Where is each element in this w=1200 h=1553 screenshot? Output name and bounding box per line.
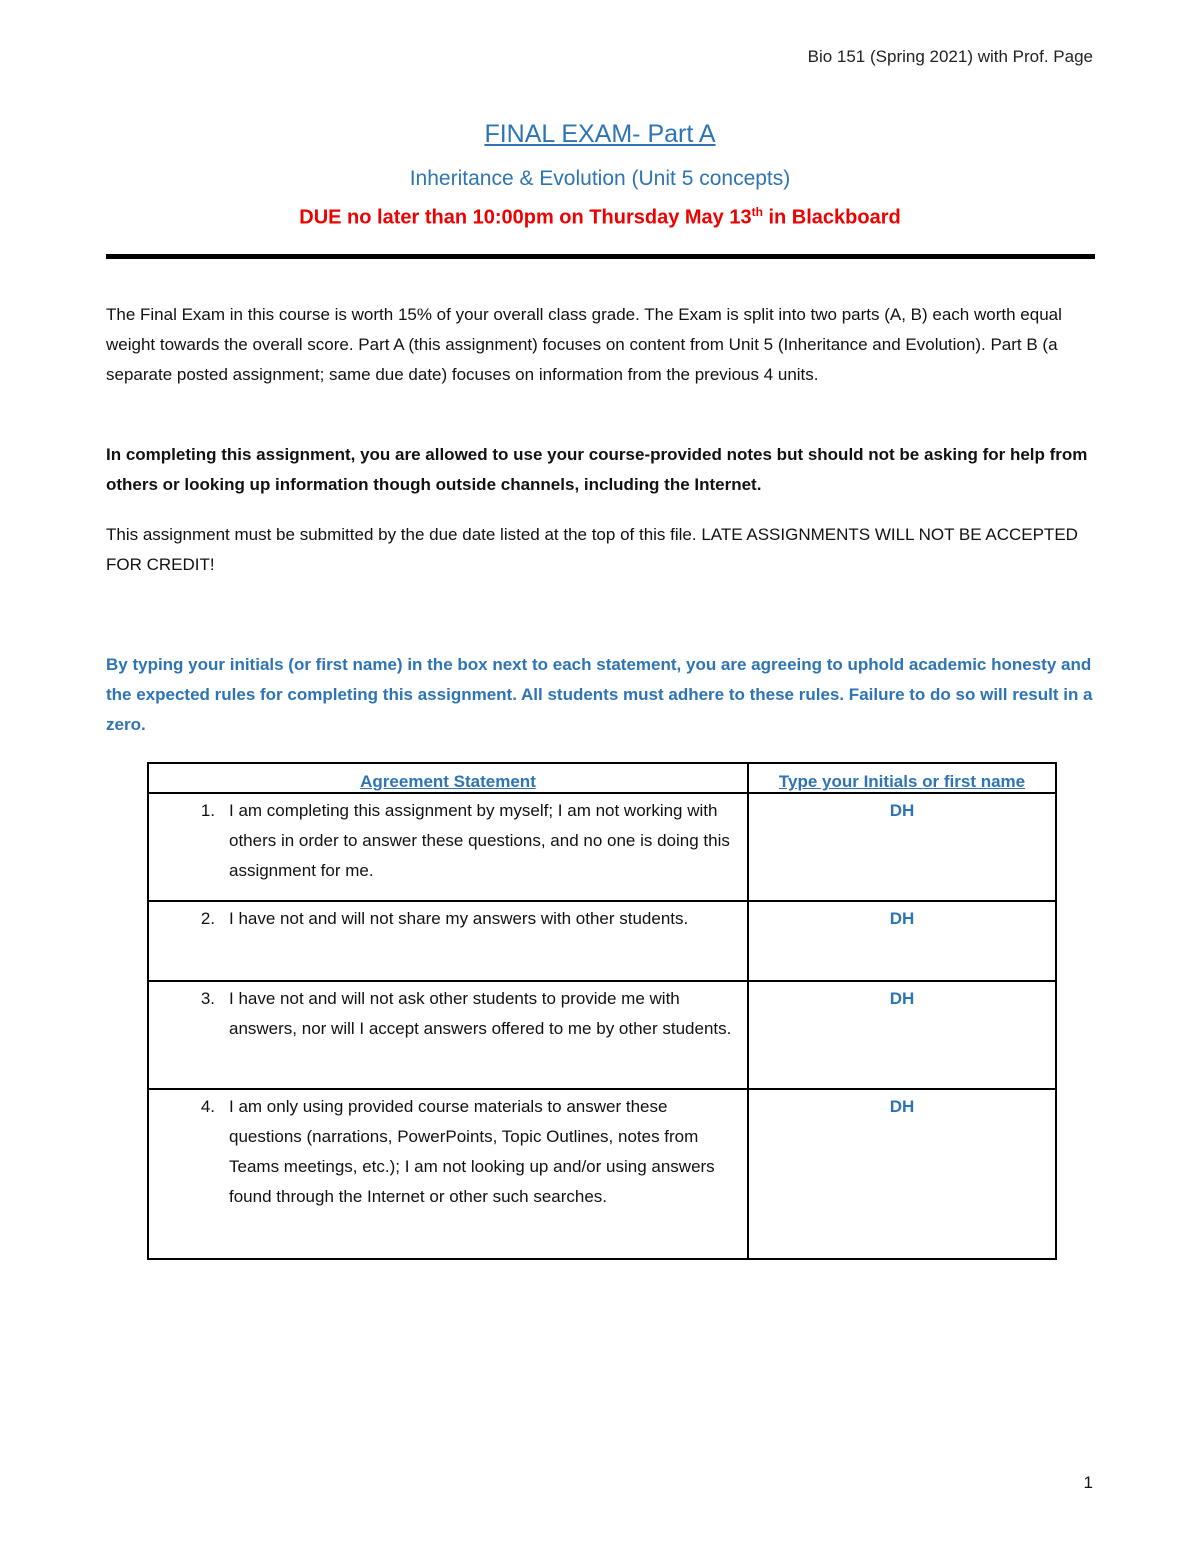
statement-text: I have not and will not ask other students to provide me with answers, nor will I accept answers offered to me by other students. bbox=[229, 989, 732, 1038]
title-block bbox=[0, 120, 1200, 230]
table-row bbox=[148, 793, 1056, 901]
table-row bbox=[148, 901, 1056, 981]
running-header: Bio 151 (Spring 2021) with Prof. Page bbox=[807, 47, 1093, 66]
initials-field[interactable]: DH bbox=[748, 901, 1056, 981]
exam-subtitle: Inheritance & Evolution (Unit 5 concepts) bbox=[409, 167, 791, 190]
column-header-statement: Agreement Statement bbox=[148, 763, 748, 793]
statement-cell bbox=[148, 981, 748, 1089]
statement-text: I am completing this assignment by myself; I am not working with others in order to answer these questions, and no one is doing this assignment for me. bbox=[229, 801, 730, 880]
initials-field[interactable]: DH bbox=[748, 793, 1056, 901]
rules-paragraph: In completing this assignment, you are allowed to use your course-provided notes but should not be asking for help from others or looking up information though outside channels, including the Internet. bbox=[106, 445, 1088, 494]
column-header-initials: Type your Initials or first name bbox=[748, 763, 1056, 793]
due-date-line bbox=[0, 205, 1200, 230]
table-row bbox=[148, 1089, 1056, 1259]
due-date-location: in Blackboard bbox=[762, 206, 901, 229]
agreement-table bbox=[147, 762, 1057, 1260]
statement-number: 1. bbox=[200, 801, 215, 820]
statement-text: I have not and will not share my answers with other students. bbox=[229, 909, 689, 928]
page-number: 1 bbox=[1083, 1473, 1093, 1492]
statement-cell bbox=[148, 901, 748, 981]
exam-title: FINAL EXAM- Part A bbox=[484, 120, 716, 148]
deadline-paragraph: This assignment must be submitted by the due date listed at the top of this file. LATE ASSIGNMENTS WILL NOT BE ACCEPTED FOR CREDIT! bbox=[106, 525, 1078, 574]
table-row bbox=[148, 981, 1056, 1089]
initials-field[interactable]: DH bbox=[748, 1089, 1056, 1259]
horizontal-rule bbox=[106, 254, 1095, 259]
statement-cell bbox=[148, 793, 748, 901]
due-date-text: DUE no later than 10:00pm on Thursday May 13 bbox=[299, 206, 752, 229]
statement-number: 4. bbox=[200, 1097, 215, 1116]
table-header-row bbox=[148, 763, 1056, 793]
due-date-superscript: th bbox=[751, 205, 763, 219]
statement-cell bbox=[148, 1089, 748, 1259]
intro-paragraph: The Final Exam in this course is worth 15% of your overall class grade. The Exam is split into two parts (A, B) each worth equal weight towards the overall score. Part A (this assignment) focuses on content from Unit 5 (Inheritance and Evolution). Part B (a separate posted assignment; same due date) focuses on information from the previous 4 units. bbox=[106, 305, 1062, 384]
initials-field[interactable]: DH bbox=[748, 981, 1056, 1089]
statement-number: 3. bbox=[200, 989, 215, 1008]
statement-number: 2. bbox=[200, 909, 215, 928]
statement-text: I am only using provided course materials to answer these questions (narrations, PowerPoints, Topic Outlines, notes from Teams meetings, etc.); I am not looking up and/or using answers found through the Internet or other such searches. bbox=[229, 1097, 715, 1206]
agreement-intro-paragraph: By typing your initials (or first name) in the box next to each statement, you are agreeing to uphold academic honesty and the expected rules for completing this assignment. All students must adhere to these rules. Failure to do so will result in a zero. bbox=[106, 655, 1093, 734]
